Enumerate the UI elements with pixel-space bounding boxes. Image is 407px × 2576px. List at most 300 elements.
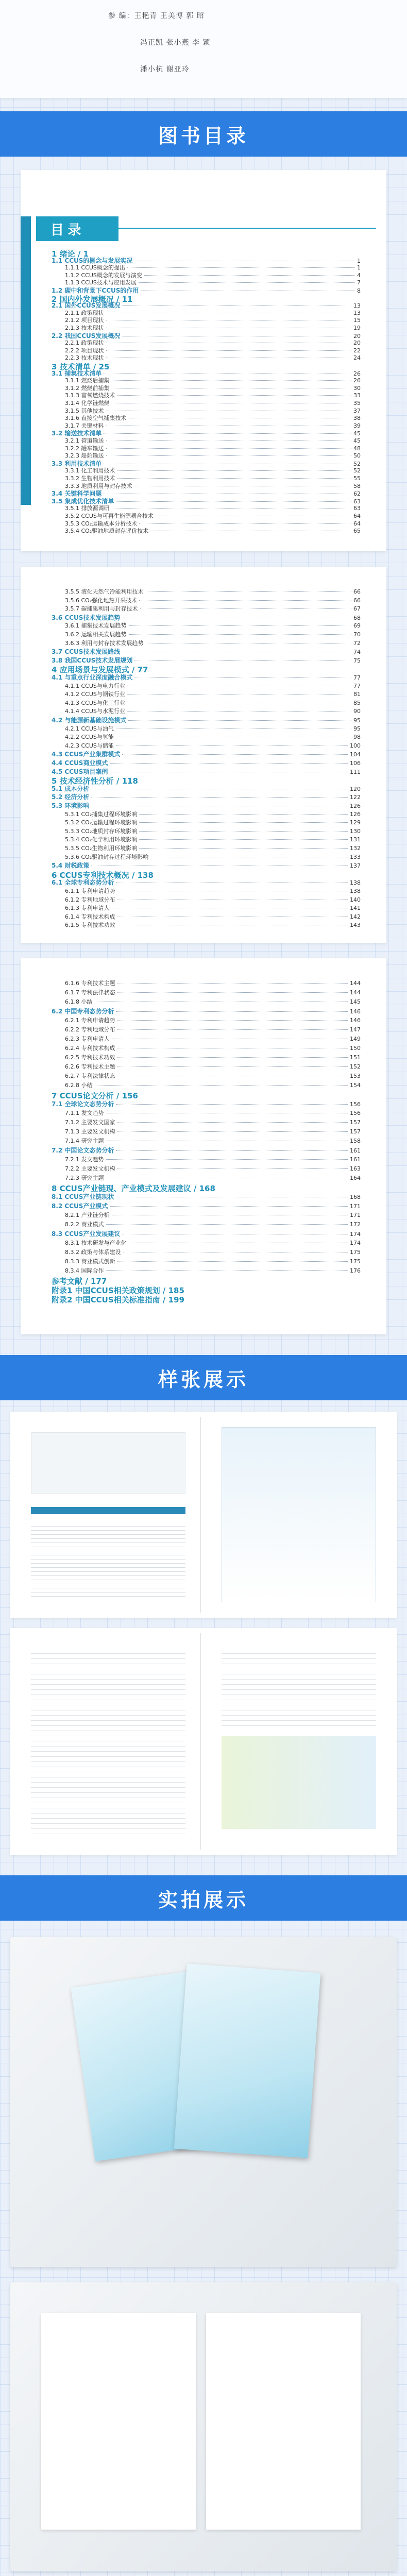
toc-entry-page: 171 [350, 1203, 361, 1210]
toc-leader-dots [116, 728, 351, 729]
toc-entry [52, 912, 361, 921]
toc-entry-title: 4.5 CCUS项目案例 [52, 768, 108, 775]
toc-entry [52, 716, 361, 724]
toc-entry-title: 5.1 成本分析 [52, 785, 90, 792]
toc-leader-dots [117, 478, 352, 479]
toc-entry-title: 3.2.1 管道输送 [65, 437, 104, 444]
toc-title: 目 录 [50, 222, 81, 238]
toc-entry [52, 979, 361, 987]
toc-page-2 [21, 567, 386, 943]
toc-entry-title: 6.1.4 专利技术构成 [65, 913, 115, 920]
toc-entry [52, 682, 361, 690]
toc-entry-title: 5.2 经济分析 [52, 793, 90, 801]
toc-entry-title: 6.2.4 专利技术构成 [65, 1045, 115, 1052]
toc-entry-page: 142 [350, 913, 361, 920]
toc-entry-page: 175 [350, 1249, 361, 1256]
toc-entry-title: 4.1.2 CCUS与钢铁行业 [65, 691, 125, 698]
toc-entry-page: 144 [350, 980, 361, 987]
toc-leader-dots [144, 275, 355, 276]
toc-entry [52, 1053, 361, 1061]
toc-entry-title: 3.2.3 船舶输送 [65, 452, 104, 460]
toc-entry-page: 171 [350, 1212, 361, 1218]
toc-entry [52, 784, 361, 793]
toc-entry [52, 904, 361, 912]
toc-entry-page: 146 [350, 1017, 361, 1024]
toc-entry-page: 161 [350, 1156, 361, 1163]
toc-entry-title: 8.3.4 国际合作 [65, 1267, 104, 1274]
toc-entry-title: 2.1.3 技术现状 [65, 325, 104, 331]
toc-entry-title: 6 CCUS专利技术概况 / 138 [52, 870, 154, 880]
toc-entry-page: 15 [353, 317, 361, 324]
toc-entry-page: 69 [353, 622, 361, 630]
toc-entry-page: 37 [353, 407, 361, 414]
toc-entry-page: 156 [350, 1110, 361, 1116]
toc-entry-page: 50 [353, 452, 361, 460]
toc-entry-page: 63 [353, 498, 361, 505]
toc-entry [52, 482, 361, 490]
toc-leader-dots [112, 380, 352, 381]
toc-entry-title: 7.1.3 主要发文机构 [65, 1128, 115, 1135]
toc-entry-title: 4.1.4 CCUS与水泥行业 [65, 708, 125, 715]
toc-leader-dots [104, 433, 351, 434]
toc-entry [52, 921, 361, 929]
toc-entry-page: 68 [353, 614, 361, 621]
toc-leader-dots [116, 745, 348, 746]
section-title-photos: 实拍展示 [158, 1889, 249, 1911]
toc-entry [52, 699, 361, 707]
toc-entry-title: 8.2 CCUS产业模式 [52, 1202, 108, 1210]
toc-entry-page: 33 [353, 392, 361, 399]
toc-entry [52, 1248, 361, 1256]
toc-entry-title: 1.1.2 CCUS概念的发展与演变 [65, 272, 142, 279]
toc-entry-title: 1 绪论 / 1 [52, 249, 89, 259]
toc-entry [52, 656, 361, 665]
toc-entry-page: 77 [353, 682, 361, 689]
toc-entry-page: 48 [353, 445, 361, 452]
toc-entry [52, 1220, 361, 1228]
toc-leader-dots [117, 1131, 348, 1132]
toc-entry [52, 724, 361, 733]
toc-entry-title: 3.6 CCUS技术发展趋势 [52, 614, 121, 621]
toc-entry-title: 3.1.7 关键材料 [65, 422, 104, 429]
toc-entry [52, 384, 361, 392]
toc-entry [52, 818, 361, 826]
toc-entry-title: 2.2.1 政策现状 [65, 340, 104, 347]
toc-entry [52, 444, 361, 452]
toc-entry-title: 1.2 碳中和背景下CCUS的作用 [52, 287, 139, 294]
toc-leader-dots [128, 720, 351, 721]
toc-entry-page: 38 [353, 415, 361, 422]
toc-entry-page: 130 [350, 827, 361, 835]
toc-entry [52, 263, 361, 272]
toc-entry-title: 5.3.1 CO₂捕集过程环境影响 [65, 810, 138, 818]
toc-leader-dots [106, 1224, 348, 1225]
toc-entry-page: 67 [353, 605, 361, 613]
toc-entry [52, 1155, 361, 1163]
toc-leader-dots [106, 1159, 348, 1160]
toc-entry-page: 13 [353, 309, 361, 316]
toc-leader-dots [139, 831, 348, 832]
toc-entry [52, 1294, 361, 1305]
toc-entry-title: 4.1 与重点行业深度融合模式 [52, 674, 133, 681]
toc-entry-page: 39 [353, 422, 361, 429]
sample-spread-1 [10, 1412, 397, 1618]
toc-entry-title: 6.1.1 专利申请趋势 [65, 888, 115, 894]
toc-entry-page: 176 [350, 1267, 361, 1274]
toc-entry [52, 690, 361, 698]
toc-entry-title: 3.8 我国CCUS技术发展规划 [52, 656, 133, 664]
toc-entry [52, 1072, 361, 1080]
toc-entry-title: 6.1.8 小结 [65, 998, 93, 1005]
toc-entry-page: 20 [353, 332, 361, 340]
toc-entry-title: 参考文献 / 177 [52, 1277, 107, 1286]
toc-entry [52, 733, 361, 741]
toc-entry [52, 1229, 361, 1238]
toc-leader-dots [110, 1206, 348, 1207]
toc-entry-page: 95 [353, 725, 361, 732]
toc-entry-page: 137 [350, 862, 361, 870]
toc-entry-title: 3.1.6 直接空气捕集技术 [65, 415, 127, 422]
toc-entry-page: 62 [353, 490, 361, 498]
toc-entry-page: 75 [353, 657, 361, 664]
toc-leader-dots [117, 395, 352, 396]
toc-entry-title: 8.2.2 商业模式 [65, 1221, 104, 1228]
toc-entry [52, 596, 361, 604]
toc-entry-page: 174 [350, 1240, 361, 1246]
toc-entry [52, 1164, 361, 1173]
toc-entry [52, 504, 361, 512]
toc-entry-title: 5.3.3 CO₂地质封存环境影响 [65, 827, 138, 835]
toc-entry-page: 70 [353, 631, 361, 638]
toc-entry-title: 3.5.5 液化天然气冷能利用技术 [65, 588, 144, 595]
credits-panel [0, 0, 407, 98]
toc-entry-page: 85 [353, 699, 361, 706]
toc-entry [52, 309, 361, 317]
toc-leader-dots [129, 634, 352, 635]
toc-entry-page: 168 [350, 1194, 361, 1200]
sample-text-block [31, 1649, 185, 1834]
toc-entry [52, 1266, 361, 1275]
toc-entry-page: 151 [350, 1054, 361, 1061]
toc-entry [52, 451, 361, 460]
toc-entry-title: 5.4 财税政策 [52, 862, 90, 870]
toc-entry-page: 66 [353, 597, 361, 604]
toc-leader-dots [139, 814, 348, 815]
toc-entry-title: 3.3.2 生物利用技术 [65, 475, 115, 482]
toc-entry-title: 3.5.6 CO₂强化地热开采技术 [65, 597, 138, 604]
toc-entry-page: 174 [350, 1231, 361, 1238]
toc-entry-page: 152 [350, 1063, 361, 1070]
toc-entry-page: 1 [357, 264, 361, 272]
toc-entry-title: 3.1.2 燃烧前捕集 [65, 384, 110, 392]
book-cover-2 [174, 1963, 320, 2158]
toc-entry-title: 7 CCUS论文分析 / 156 [52, 1091, 138, 1100]
toc-entry-page: 172 [350, 1221, 361, 1228]
toc-entry-title: 3.5 集成优化技术清单 [52, 497, 114, 505]
toc-entry [52, 519, 361, 528]
toc-entry-title: 6.1.6 专利技术主题 [65, 980, 115, 987]
toc-entry-page: 90 [353, 708, 361, 715]
toc-leader-dots [139, 848, 348, 849]
toc-entry [52, 673, 361, 682]
toc-entry [52, 647, 361, 656]
toc-entry [52, 1007, 361, 1015]
toc-entry-page: 30 [353, 384, 361, 392]
toc-entry-title: 7.1.4 研究主题 [65, 1138, 104, 1144]
toc-leader-dots [116, 1011, 348, 1012]
toc-entry-page: 52 [353, 467, 361, 474]
toc-entry-title: 3.6.2 运输相关发展趋势 [65, 631, 127, 638]
toc-entry-page: 157 [350, 1128, 361, 1135]
toc-entry-page: 64 [353, 520, 361, 527]
toc-entry [52, 1109, 361, 1117]
toc-entry-title: 4.2.3 CCUS与储能 [65, 742, 114, 749]
toc-entry-page: 149 [350, 1036, 361, 1042]
toc-entry [52, 988, 361, 996]
toc-leader-dots [110, 763, 348, 764]
toc-leader-dots [117, 992, 348, 993]
toc-entry-page: 175 [350, 1258, 361, 1265]
toc-entry [52, 316, 361, 324]
toc-entry-title: 3.2 输送技术清单 [52, 430, 102, 437]
toc-leader-dots [117, 1168, 348, 1169]
toc-entry-page: 45 [353, 437, 361, 444]
toc-entry [52, 1016, 361, 1024]
toc-entry [52, 861, 361, 870]
toc-entry-page: 52 [353, 460, 361, 467]
toc-entry [52, 1081, 361, 1089]
toc-entry-title: 3.1.4 化学链燃烧 [65, 400, 110, 406]
toc-entry-page: 26 [353, 370, 361, 377]
toc-leader-dots [139, 822, 348, 823]
toc-entry-title: 8.1 CCUS产业链现状 [52, 1193, 114, 1200]
toc-entry [52, 414, 361, 422]
toc-entry [52, 767, 361, 776]
toc-leader-dots [139, 600, 351, 601]
toc-leader-dots [117, 1066, 348, 1067]
photo-book-left [41, 2313, 196, 2530]
toc-entry-title: 8.3.1 技术研发与产业化 [65, 1240, 127, 1246]
toc-entry-page: 64 [353, 513, 361, 519]
toc-entry-title: 3.3.1 化工利用技术 [65, 467, 115, 474]
toc-entry-title: 4.4 CCUS商业模式 [52, 759, 108, 767]
toc-entry-title: 2.2.3 技术现状 [65, 354, 104, 362]
toc-entry-page: 131 [350, 836, 361, 843]
toc-entry [52, 997, 361, 1006]
toc-entry [52, 1044, 361, 1052]
toc-entry-title: 5 技术经济性分析 / 118 [52, 776, 138, 786]
toc-entry [52, 1025, 361, 1033]
toc-entry-title: 1.1.3 CCUS技术与应用发展 [65, 279, 137, 286]
toc-entry-page: 120 [350, 785, 361, 792]
toc-entry-title: 2.1.1 政策现状 [65, 309, 104, 316]
credits-line-3: 潘小杭 谢亚玲 [140, 65, 190, 74]
toc-entry [52, 750, 361, 758]
toc-entry [52, 466, 361, 474]
toc-entry-page: 106 [350, 760, 361, 767]
toc-entry-title: 6.2.2 专利地域分布 [65, 1026, 115, 1033]
toc-entry-title: 6.1.3 专利申请人 [65, 905, 110, 912]
toc-entry-title: 7.2.1 发文趋势 [65, 1156, 104, 1163]
toc-entry-title: 3.5.4 CO₂驱油地质封存评价技术 [65, 528, 149, 535]
toc-entry-page: 146 [350, 1008, 361, 1015]
toc-leader-dots [116, 1104, 348, 1105]
toc-entry-page: 95 [353, 717, 361, 724]
toc-entry-title: 3.5.3 CO₂运输成本分析技术 [65, 520, 138, 527]
toc-entry-title: 3.2.2 罐车输送 [65, 445, 104, 452]
toc-entry-title: 3.6.1 捕集技术发展趋势 [65, 622, 127, 630]
sample-text-block-2 [222, 1649, 376, 1726]
toc-title-block [36, 216, 118, 241]
toc-entry [52, 758, 361, 767]
toc-entry-title: 3.7 CCUS技术发展路线 [52, 648, 121, 656]
toc-entry-title: 3.1 捕集技术清单 [52, 369, 102, 377]
toc-entry-title: 6.1.7 专利法律状态 [65, 989, 115, 996]
toc-entry-page: 122 [350, 794, 361, 801]
toc-entry-title: 3.1.5 其他技术 [65, 407, 104, 414]
toc-entry-title: 5.3.2 CO₂运输过程环境影响 [65, 819, 138, 826]
toc-leader-dots [106, 455, 352, 456]
toc-entry [52, 878, 361, 887]
toc-entry-page: 65 [353, 528, 361, 535]
toc-entry [52, 1146, 361, 1155]
toc-entry-title: 2.1 国外CCUS发展概况 [52, 302, 121, 310]
toc-entry [52, 421, 361, 430]
toc-leader-dots [117, 1029, 348, 1030]
toc-entry-title: 2.2.2 项目现状 [65, 347, 104, 354]
toc-entry [52, 1174, 361, 1182]
toc-entry [52, 346, 361, 354]
toc-leader-dots [139, 839, 348, 840]
toc-entry [52, 278, 361, 286]
toc-entry-page: 100 [350, 742, 361, 749]
toc-leader-dots [134, 660, 351, 661]
toc-entry-page: 140 [350, 896, 361, 903]
toc-entry [52, 613, 361, 622]
toc-entry-title: 7.2.3 研究主题 [65, 1175, 104, 1181]
toc-entry-page: 24 [353, 354, 361, 362]
toc-leader-dots [139, 523, 351, 524]
toc-entry [52, 1201, 361, 1210]
toc-entry [52, 741, 361, 750]
toc-entry-page: 77 [353, 674, 361, 681]
toc-entry [52, 895, 361, 904]
toc-entry-page: 22 [353, 347, 361, 354]
toc-leader-dots [117, 983, 348, 984]
toc-entry-page: 26 [353, 377, 361, 384]
toc-entry-title: 5.3 环境影响 [52, 802, 90, 809]
toc-leader-dots [117, 1122, 348, 1123]
toc-entry-title: 3.1.1 燃烧后捕集 [65, 377, 110, 384]
toc-entry-page: 8 [357, 287, 361, 294]
toc-entry-title: 3.5.2 CCUS与可再生能源耦合技术 [65, 513, 154, 519]
toc-entry-page: 161 [350, 1147, 361, 1154]
toc-entry [52, 630, 361, 638]
sample-diagram [31, 1432, 185, 1494]
toc-entry-page: 126 [350, 810, 361, 818]
toc-side-bar [21, 216, 31, 505]
toc-entry [52, 1137, 361, 1145]
toc-entry [52, 474, 361, 482]
toc-entry-page: 81 [353, 691, 361, 698]
sample-spread-2 [10, 1628, 397, 1855]
photo-cover [10, 1937, 397, 2267]
section-banner-toc [0, 111, 407, 157]
toc-entry-title: 7.1.1 发文趋势 [65, 1110, 104, 1116]
toc-entry [52, 853, 361, 861]
toc-entry [52, 376, 361, 384]
sample-page-left [15, 1417, 201, 1613]
toc-entry [52, 801, 361, 810]
toc-entry-page: 72 [353, 639, 361, 647]
toc-entry-page: 19 [353, 325, 361, 331]
sample-heading-bar [31, 1507, 185, 1514]
toc-entry-title: 6.2.3 专利申请人 [65, 1036, 110, 1042]
toc-entry-page: 45 [353, 430, 361, 437]
toc-entry-title: 4.1.1 CCUS与电力行业 [65, 682, 125, 689]
toc-entry-page: 20 [353, 340, 361, 347]
toc-entry [52, 844, 361, 852]
toc-entry-page: 138 [350, 888, 361, 894]
sample-table [222, 1736, 376, 1829]
sample-text-lines [31, 1522, 185, 1600]
toc-entry-page: 58 [353, 482, 361, 489]
toc-entry-page: 154 [350, 1082, 361, 1089]
toc-entry-title: 2 国内外发展概况 / 11 [52, 294, 133, 304]
toc-entry-page: 133 [350, 853, 361, 860]
toc-entry-title: 8.3.3 商业模式创新 [65, 1258, 115, 1265]
toc-entry-title: 6.1.2 专利地域分布 [65, 896, 115, 903]
toc-leader-dots [106, 448, 352, 449]
toc-entry-title: 6.2.1 专利申请趋势 [65, 1017, 115, 1024]
toc-entry-title: 6.1 全球专利态势分析 [52, 879, 114, 887]
toc-entry-title: 4 应用场景与发展模式 / 77 [52, 665, 148, 675]
toc-entry [52, 887, 361, 895]
toc-leader-dots [139, 282, 355, 283]
toc-entry-title: 3.6.3 利用与封存技术发展趋势 [65, 639, 144, 647]
toc-entry-page: 104 [350, 751, 361, 758]
toc-entry-title: 7.2 中国论文态势分析 [52, 1147, 114, 1154]
toc-entry [52, 810, 361, 818]
toc-entry [52, 827, 361, 835]
toc-leader-dots [91, 797, 348, 798]
toc-entry-title: 6.2.5 专利技术功效 [65, 1054, 115, 1061]
toc-entry-page: 98 [353, 734, 361, 741]
toc-title-rule [118, 228, 376, 229]
toc-entry-title: 1.1.1 CCUS概念的提出 [65, 264, 125, 272]
toc-entry-title: 4.2 与能源新基础设施模式 [52, 717, 127, 724]
toc-entry-page: 144 [350, 989, 361, 996]
toc-entry-title: 6.2.7 专利法律状态 [65, 1073, 115, 1079]
sample-page-right-2 [206, 1633, 392, 1850]
toc-entry [52, 1035, 361, 1043]
toc-entry-page: 126 [350, 803, 361, 809]
toc-entry-title: 8.3 CCUS产业发展建议 [52, 1230, 121, 1238]
photo-book-right [206, 2313, 361, 2530]
toc-entry-page: 157 [350, 1119, 361, 1126]
toc-entry-title: 4.2.2 CCUS与氢能 [65, 734, 114, 741]
toc-entry-title: 6.2 中国专利态势分析 [52, 1008, 114, 1015]
toc-entry-page: 74 [353, 649, 361, 656]
toc-leader-dots [134, 677, 351, 678]
toc-entry-page: 141 [350, 905, 361, 912]
toc-entry-page: 132 [350, 845, 361, 852]
toc-entry-page: 7 [357, 279, 361, 286]
toc-leader-dots [127, 267, 355, 268]
toc-entry-title: 3.5.7 碳捕集利用与封存技术 [65, 605, 138, 613]
toc-entry [52, 399, 361, 407]
toc-entry-title: 8.3.2 政策与体系建设 [65, 1249, 121, 1256]
